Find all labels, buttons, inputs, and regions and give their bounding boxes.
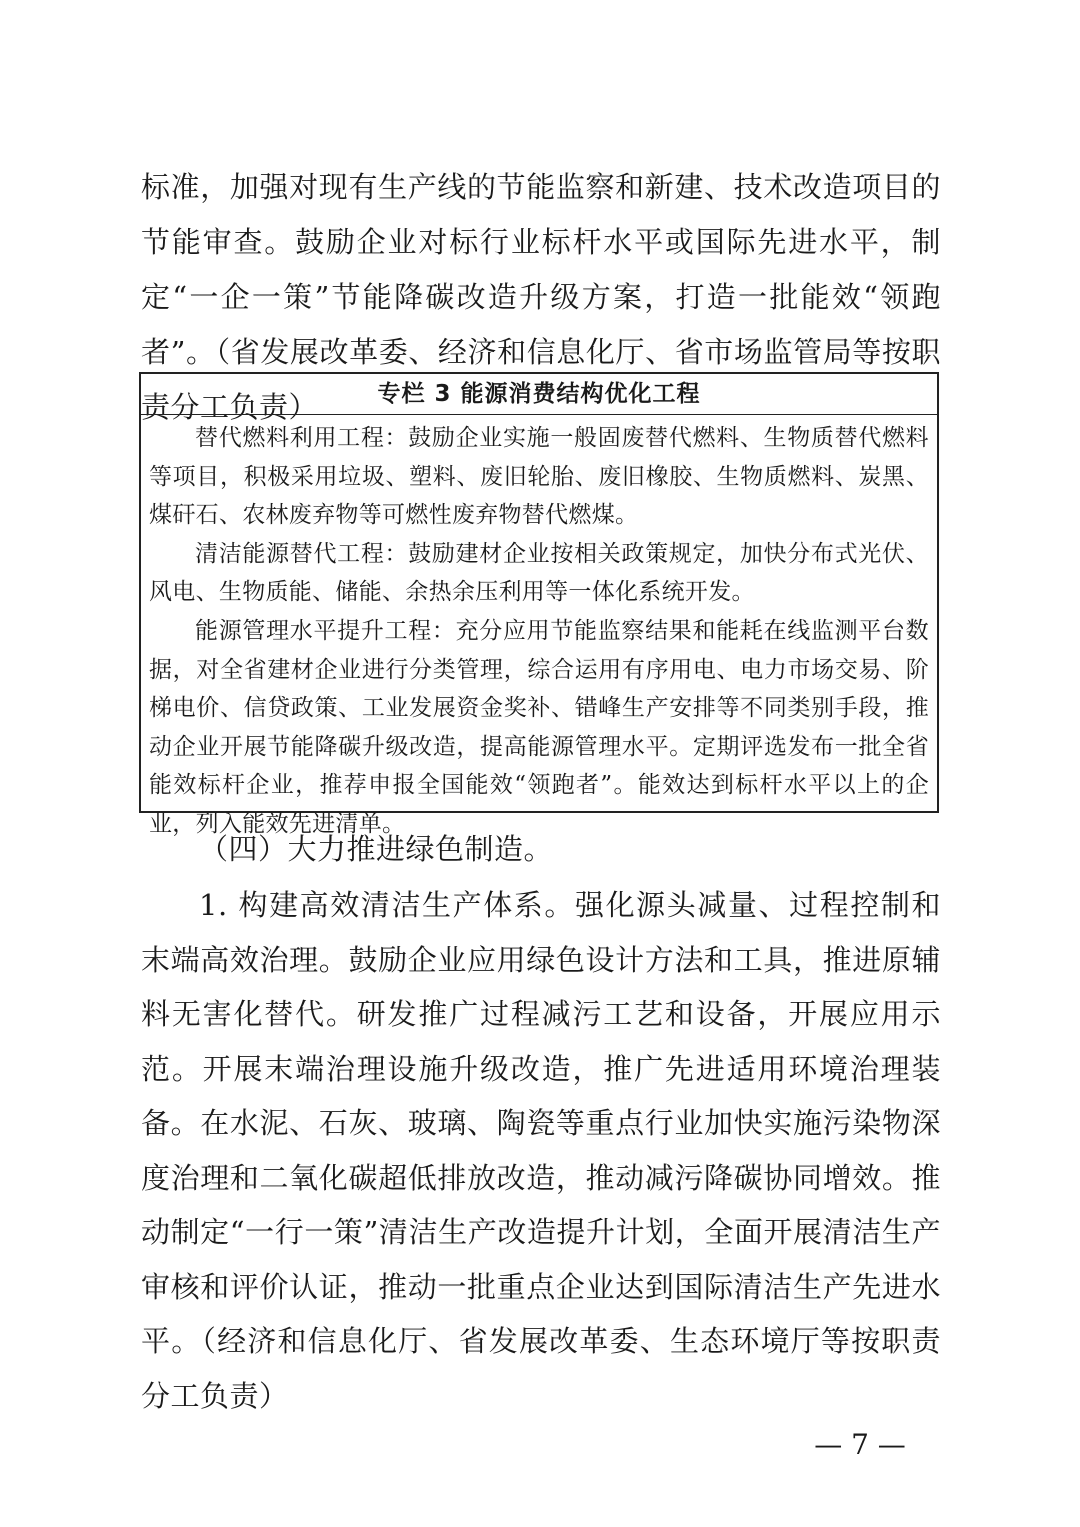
- column-paragraph-clean-energy: 清洁能源替代工程：鼓励建材企业按相关政策规定，加快分布式光伏、风电、生物质能、储能、余热余压利用等一体化系统开发。: [149, 540, 929, 606]
- body-paragraph: 1. 构建高效清洁生产体系。强化源头减量、过程控制和末端高效治理。鼓励企业应用绿色设计方法和工具，推进原辅料无害化替代。研发推广过程减污工艺和设备，开展应用示范。开展末端治理设施升级改造，推广先进适用环境治理装备。在水泥、石灰、玻璃、陶瓷等重点行业加快实施污染物深度治理和二氧化碳超低排放改造，推动减污降碳协同增效。推动制定“一行一策”清洁生产改造提升计划，全面开展清洁生产审核和评价认证，推动一批重点企业达到国际清洁生产先进水平。（经济和信息化厅、省发展改革委、生态环境厅等按职责分工负责）: [141, 888, 941, 1413]
- special-column-body: [141, 415, 937, 844]
- section-heading: （四）大力推进绿色制造。: [199, 832, 554, 866]
- intro-paragraph: 标准，加强对现有生产线的节能监察和新建、技术改造项目的节能审查。鼓励企业对标行业标杆水平或国际先进水平，制定“一企一策”节能降碳改造升级方案，打造一批能效“领跑者”。（省发展改革委、经济和信息化厅、省市场监管局等按职责分工负责）: [141, 170, 941, 424]
- page-number: — 7 —: [814, 1428, 906, 1461]
- column-paragraph-fuel-substitution: 替代燃料利用工程：鼓励企业实施一般固废替代燃料、生物质替代燃料等项目，积极采用垃圾、塑料、废旧轮胎、废旧橡胶、生物质燃料、炭黑、煤矸石、农林废弃物等可燃性废弃物替代燃煤。: [149, 425, 929, 529]
- column-paragraph-energy-management: 能源管理水平提升工程：充分应用节能监察结果和能耗在线监测平台数据，对全省建材企业进行分类管理，综合运用有序用电、电力市场交易、阶梯电价、信贷政策、工业发展资金奖补、错峰生产安排等不同类别手段，推动企业开展节能降碳升级改造，提高能源管理水平。定期评选发布一批全省能效标杆企业，推荐申报全国能效“领跑者”。能效达到标杆水平以上的企业，列入能效先进清单。: [149, 617, 929, 837]
- special-column-title: 专栏 3 能源消费结构优化工程: [141, 374, 937, 415]
- special-column-box: [139, 372, 939, 837]
